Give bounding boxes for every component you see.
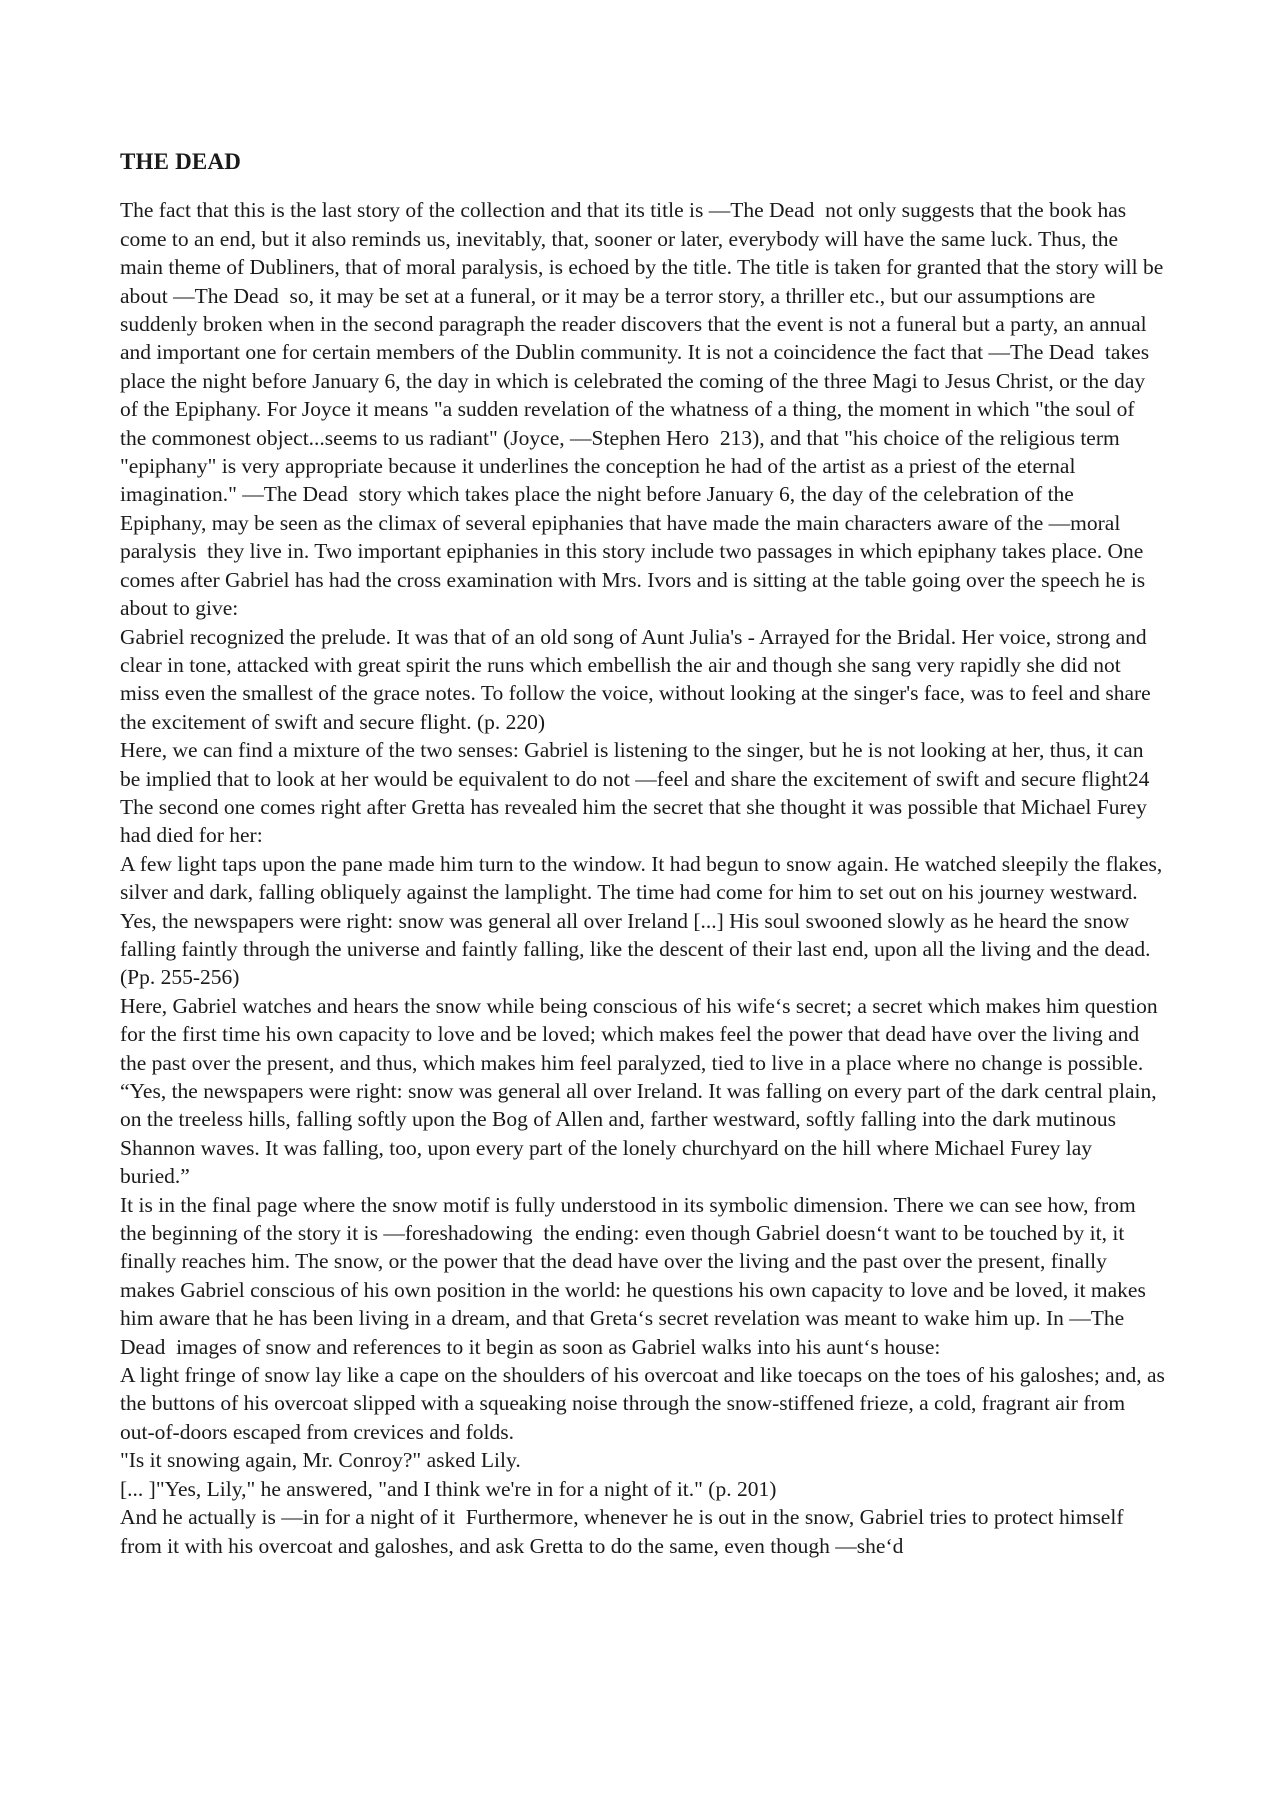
paragraph-analysis-senses: Here, we can find a mixture of the two senses: Gabriel is listening to the singer, but he is not looking at her, thus, it can be implied that to look at her would be equivalent to do not —feel and share the excitement of swift and secure flight24 [120,738,1161,791]
paragraph-quote-fringe: A light fringe of snow lay like a cape on the shoulders of his overcoat and like toecaps on the toes of his galoshes; and, as the buttons of his overcoat slipped with a squeaking noise through the snow-stiffened frieze, a cold, fragrant air from out-of-doors escaped from crevices and folds. [120,1363,1165,1444]
paragraph-analysis-secret: Here, Gabriel watches and hears the snow while being conscious of his wife‘s secret; a secret which makes him question for the first time his own capacity to love and be loved; which makes feel the power that dead have over the living and the past over the present, and thus, which makes him feel paralyzed, tied to live in a place where no change is possible. [120,993,1158,1075]
paragraph-second-epiphany: The second one comes right after Gretta has revealed him the secret that she thought it was possible that Michael Furey had died for her: [120,794,1147,848]
document-title: THE DEAD [120,149,242,174]
paragraph-quote-ireland: “Yes, the newspapers were right: snow was general all over Ireland. It was falling on every part of the dark central plain, on the treeless hills, falling softly upon the Bog of Allen and, farther westward, softly falling into the dark mutinous Shannon waves. It was falling, too, upon every part of the lonely churchyard on the hill where Michael Furey lay buried.” [120,1079,1157,1189]
paragraph-quote-snow: A few light taps upon the pane made him turn to the window. It had begun to snow again. He watched sleepily the flakes, silver and dark, falling obliquely against the lamplight. The time had come for him to set out on his journey westward. Yes, the newspapers were right: snow was general all over Ireland [...] His soul swooned slowly as he heard the snow falling faintly through the universe and faintly falling, like the descent of their last end, upon all the living and the dead. (Pp. 255-256) [120,851,1163,990]
paragraph-conclusion: And he actually is —in for a night of it Furthermore, whenever he is out in the snow, Gabriel tries to protect himself from it with his overcoat and galoshes, and ask Gretta to do the same, even though —she‘d [120,1505,1124,1558]
paragraph-quote-prelude: Gabriel recognized the prelude. It was that of an old song of Aunt Julia's - Arrayed for the Bridal. Her voice, strong and clear in tone, attacked with great spirit the runs which embellish the air and though she sang very rapidly she did not miss even the smallest of the grace notes. To follow the voice, without looking at the singer's face, was to feel and share the excitement of swift and secure flight. (p. 220) [120,624,1151,734]
document-page [120,148,1165,1560]
paragraph-intro: The fact that this is the last story of the collection and that its title is —The Dead not only suggests that the book has come to an end, but it also reminds us, inevitably, that, sooner or later, everybody will have the same luck. Thus, the main theme of Dubliners, that of moral paralysis, is echoed by the title. The title is taken for granted that the story will be about —The Dead so, it may be set at a funeral, or it may be a terror story, a thriller etc., but our assumptions are suddenly broken when in the second paragraph the reader discovers that the event is not a funeral but a party, an annual and important one for certain members of the Dublin community. It is not a coincidence the fact that —The Dead takes place the night before January 6, the day in which is celebrated the coming of the three Magi to Jesus Christ, or the day of the Epiphany. For Joyce it means "a sudden revelation of the whatness of a thing, the moment in which "the soul of the commonest object...seems to us radiant" (Joyce, —Stephen Hero 213), and that "his choice of the religious term "epiphany" is very appropriate because it underlines the conception he had of the artist as a priest of the eternal imagination." —The Dead story which takes place the night before January 6, the day of the celebration of the Epiphany, may be seen as the climax of several epiphanies that have made the main characters aware of the —moral paralysis they live in. Two important epiphanies in this story include two passages in which epiphany takes place. One comes after Gabriel has had the cross examination with Mrs. Ivors and is sitting at the table going over the speech he is about to give: [120,198,1164,621]
paragraph-quote-lily: "Is it snowing again, Mr. Conroy?" asked Lily. [120,1448,521,1473]
paragraph-snow-motif: It is in the final page where the snow motif is fully understood in its symbolic dimension. There we can see how, from the beginning of the story it is —foreshadowing the ending: even though Gabriel doesn‘t want to be touched by it, it finally reaches him. The snow, or the power that the dead have over the living and the past over the present, finally makes Gabriel conscious of his own position in the world: he questions his own capacity to love and be loved, it makes him aware that he has been living in a dream, and that Greta‘s secret revelation was meant to wake him up. In —The Dead images of snow and references to it begin as soon as Gabriel walks into his aunt‘s house: [120,1192,1146,1359]
paragraph-quote-answer: [... ]"Yes, Lily," he answered, "and I think we're in for a night of it." (p. 201) [120,1476,777,1501]
